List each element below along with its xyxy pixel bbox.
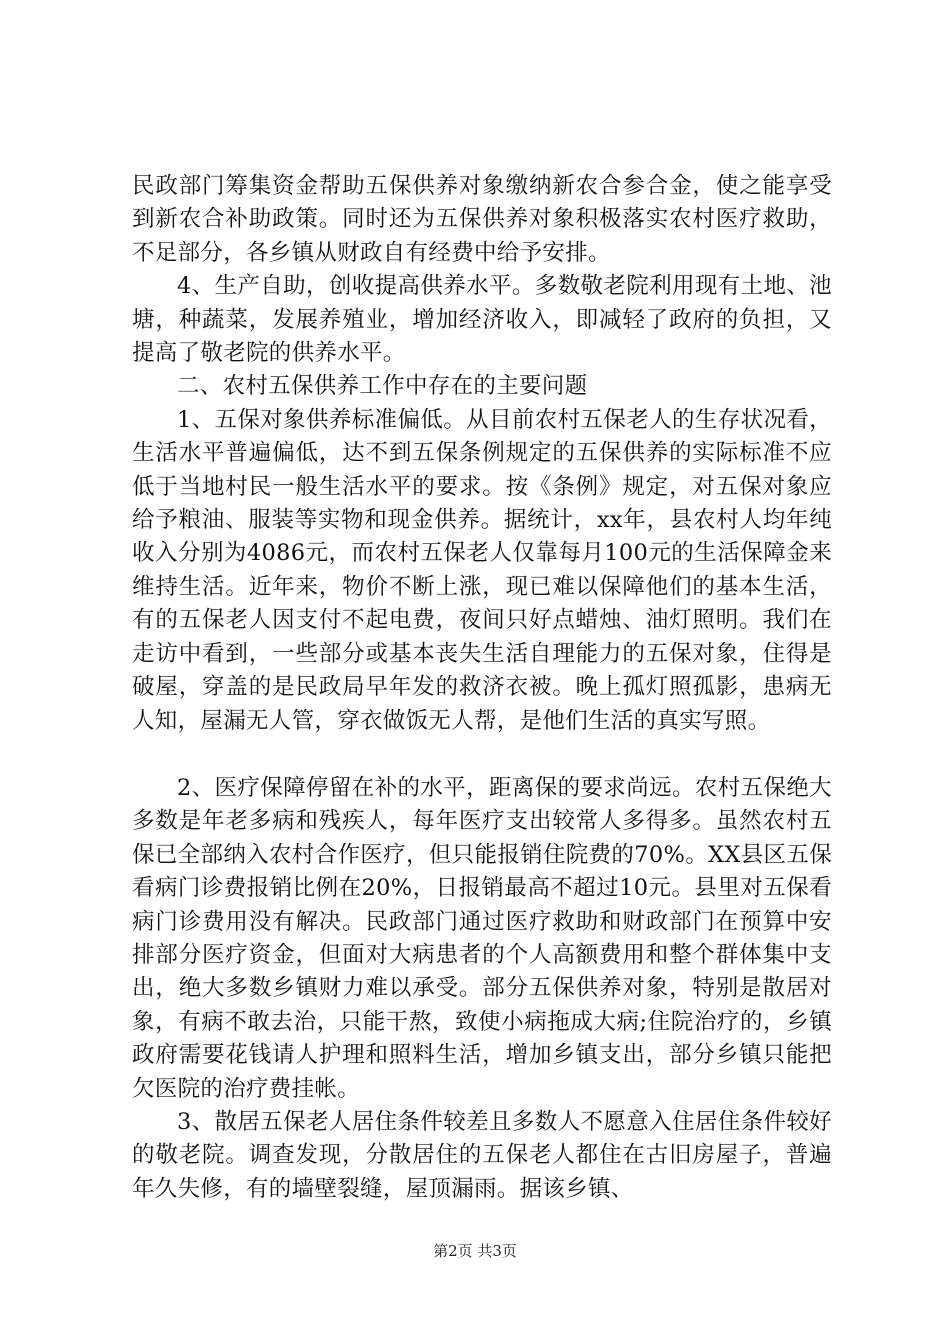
paragraph-item-2: 2、医疗保障停留在补的水平，距离保的要求尚远。农村五保绝大多数是年老多病和残疾人，每年医疗支出较常人多得多。虽然农村五保已全部纳入农村合作医疗，但只能报销住院费的70%。XX县区五保看病门诊费报销比例在20%，日报销最高不超过10元。县里对五保看病门诊费用没有解决。民政部门通过医疗救助和财政部门在预算中安排部分医疗资金，但面对大病患者的个人高额费用和整个群体集中支出，绝大多数乡镇财力难以承受。部分五保供养对象，特别是散居对象，有病不敢去治，只能干熬，致使小病拖成大病;住院治疗的，乡镇政府需要花钱请人护理和照料生活，增加乡镇支出，部分乡镇只能把欠医院的治疗费挂帐。	[132, 774, 832, 1102]
paragraph-item-1: 1、五保对象供养标准偏低。从目前农村五保老人的生存状况看，生活水平普遍偏低，达不到五保条例规定的五保供养的实际标准不应低于当地村民一般生活水平的要求。按《条例》规定，对五保对象应给予粮油、服装等实物和现金供养。据统计，xx年，县农村人均年纯收入分别为4086元，而农村五保老人仅靠每月100元的生活保障金来维持生活。近年来，物价不断上涨，现已难以保障他们的基本生活，有的五保老人因支付不起电费，夜间只好点蜡烛、油灯照明。我们在走访中看到，一些部分或基本丧失生活自理能力的五保对象，住得是破屋，穿盖的是民政局早年发的救济衣被。晚上孤灯照孤影，患病无人知，屋漏无人管，穿衣做饭无人帮，是他们生活的真实写照。	[132, 406, 832, 734]
paragraph-item-4: 4、生产自助，创收提高供养水平。多数敬老院利用现有土地、池塘，种蔬菜，发展养殖业，增加经济收入，即减轻了政府的负担，又提高了敬老院的供养水平。	[132, 273, 832, 367]
paragraph-continuation: 民政部门筹集资金帮助五保供养对象缴纳新农合参合金，使之能享受到新农合补助政策。同时还为五保供养对象积极落实农村医疗救助，不足部分，各乡镇从财政自有经费中给予安排。	[132, 173, 832, 266]
paragraph-item-3: 3、散居五保老人居住条件较差且多数人不愿意入住居住条件较好的敬老院。调查发现，分散居住的五保老人都住在古旧房屋子，普遍年久失修，有的墙壁裂缝，屋顶漏雨。据该乡镇、	[132, 1108, 832, 1202]
document-body	[132, 170, 832, 1206]
page-number-footer: 第2页 共3页	[433, 1242, 517, 1260]
section-heading: 二、农村五保供养工作中存在的主要问题	[177, 373, 588, 400]
paragraph-gap	[132, 738, 832, 772]
